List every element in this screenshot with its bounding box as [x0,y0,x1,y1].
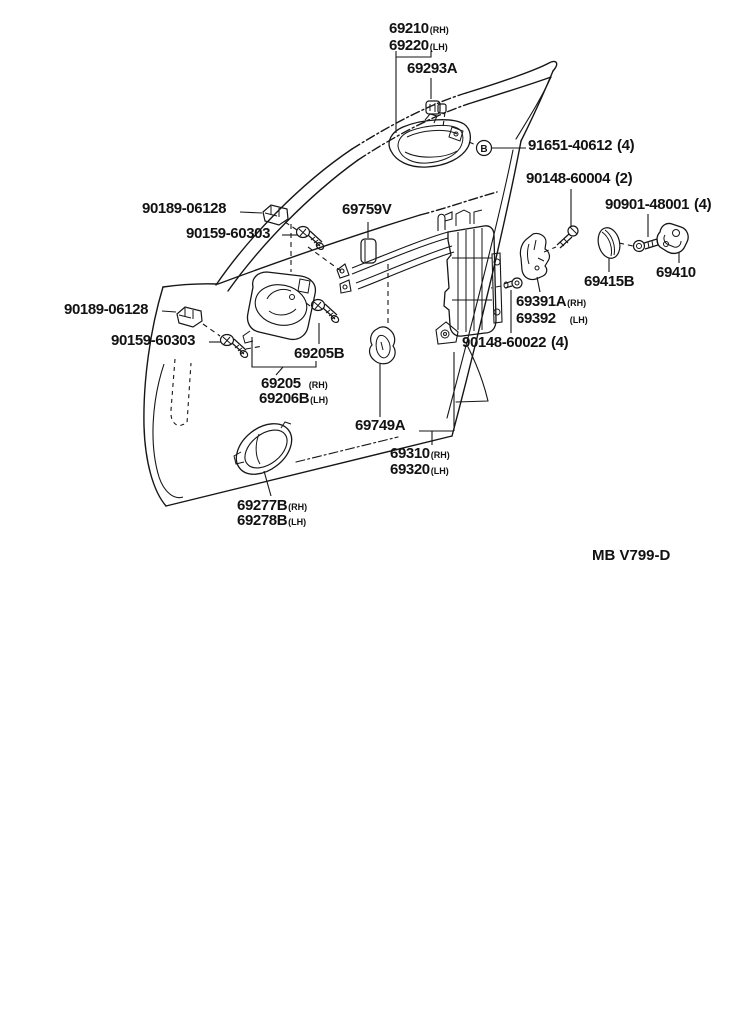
door-sill-phantom [296,437,398,462]
part-label-pull-bezel-lh: 69278B(LH) [237,512,307,529]
door-front-edge [144,287,166,506]
part-label-lock-cover-lh: 69392 (LH) [516,310,588,327]
bracket-69310 [419,352,454,445]
door-outline [144,141,521,506]
leader-90189-lower [162,311,176,312]
lock-screw-drawing [504,278,522,288]
inside-handle-drawing [243,272,315,343]
part-label-lock-cover-rh: 69391A(RH) [516,293,587,310]
pocket-phantom [171,359,191,426]
part-label-grommet-upper: 90189-06128 [142,200,227,217]
part-label-rod-bezel: 69749A [355,417,406,434]
part-label-striker-bolt: 90901-48001 (4) [605,196,712,213]
part-label-frame-screw: 90148-60004 (2) [526,170,633,187]
part-label-cushion: 69759V [342,201,392,218]
pull-bezel-drawing [227,413,302,484]
armrest-curve [153,364,183,498]
leader-69277B [264,471,271,496]
part-label-grommet-lower: 90189-06128 [64,301,149,318]
grommet-lower-drawing [177,307,202,327]
leader-69391A [537,277,540,292]
screw-lower-drawing [221,335,249,359]
part-label-lock-screw: 90148-60022 (4) [462,334,569,351]
part-label-striker: 69410 [656,264,696,281]
striker-drawing [657,223,688,253]
leader-90189-upper [240,212,262,213]
door-belt-line-phantom [420,192,497,215]
part-label-lock-lh: 69320(LH) [390,461,449,478]
figure-code-stamp: MB V799-D [592,547,671,564]
window-frame [216,61,557,291]
striker-cover-drawing [595,225,623,260]
outside-handle-drawing [389,114,470,167]
door-pocket-lines [153,359,191,498]
part-label-outside-handle-rh: 69210(RH) [389,20,449,37]
part-label-outside-handle-lh: 69220(LH) [389,37,448,54]
door-rear-edge-inner [447,150,513,418]
rod-bezel-drawing [370,327,396,364]
part-label-handle-pad: 69293A [407,60,458,77]
part-label-pull-bezel-rh: 69277B(RH) [237,497,308,514]
part-label-inside-handle-lh: 69206B(LH) [259,390,329,407]
lock-rods-drawing [337,212,454,293]
lock-face-cut [456,347,488,402]
inside-handle-screw-drawing [312,300,340,324]
part-label-screw-upper: 90159-60303 [186,225,271,242]
striker-bolt-drawing [634,239,659,252]
part-label-striker-cover: 69415B [584,273,635,290]
lock-cover-drawing [520,233,549,279]
bolt-symbol-letter: B [480,144,488,155]
door-rear-edge-outer [452,141,521,436]
part-label-inside-handle-screw: 69205B [294,345,345,362]
part-label-inside-handle-rh: 69205 (RH) [261,375,328,392]
bolt-symbol [477,141,492,156]
part-label-handle-bolt: 91651-40612 (4) [528,137,635,154]
part-label-lock-rh: 69310(RH) [390,445,450,462]
grommet-upper-drawing [263,205,288,225]
frame-screw-drawing [557,226,578,248]
part-label-screw-lower: 90159-60303 [111,332,196,349]
